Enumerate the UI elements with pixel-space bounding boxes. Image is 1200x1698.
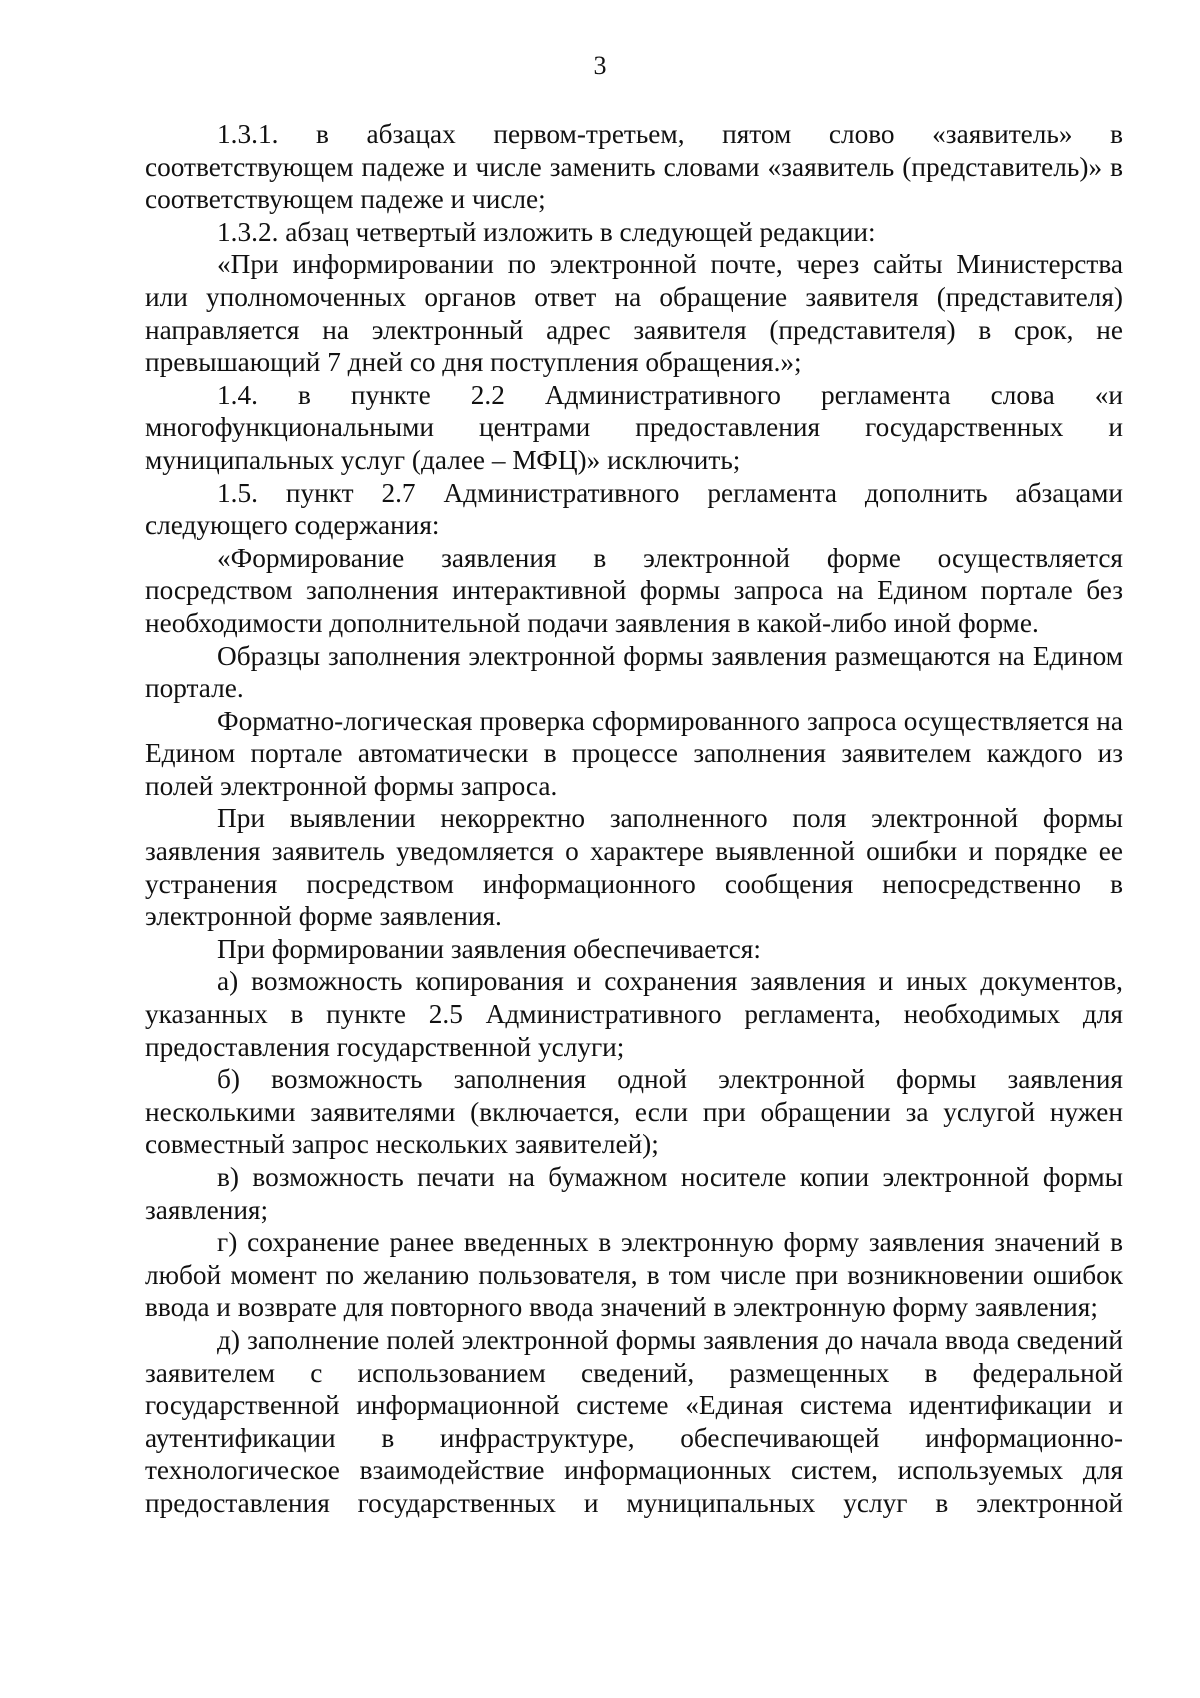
- list-item-v: в) возможность печати на бумажном носителе копии электронной формы заявления;: [145, 1162, 1123, 1225]
- document-body: [145, 118, 1123, 1520]
- list-item-b: б) возможность заполнения одной электронной формы заявления несколькими заявителями (включается, если при обращении за услугой нужен совместный запрос нескольких заявителей);: [145, 1064, 1123, 1160]
- paragraph-form-creation: «Формирование заявления в электронной форме осуществляется посредством заполнения интерактивной формы запроса на Едином портале без необходимости дополнительной подачи заявления в какой-либо иной форме.: [145, 542, 1123, 638]
- list-item-g: г) сохранение ранее введенных в электронную форму заявления значений в любой момент по желанию пользователя, в том числе при возникновении ошибок ввода и возврате для повторного ввода значений в электронную форму заявления;: [145, 1227, 1123, 1323]
- paragraph-error-notice: При выявлении некорректно заполненного поля электронной формы заявления заявитель уведомляется о характере выявленной ошибки и порядке ее устранения посредством информационного сообщения непосредственно в электронной форме заявления.: [145, 803, 1123, 932]
- paragraph-format-check: Форматно-логическая проверка сформированного запроса осуществляется на Едином портале автоматически в процессе заполнения заявителем каждого из полей электронной формы запроса.: [145, 705, 1123, 801]
- paragraph-1-3-2: 1.3.2. абзац четвертый изложить в следующей редакции:: [217, 216, 876, 247]
- paragraph-informing-email: «При информировании по электронной почте, через сайты Министерства или уполномоченных органов ответ на обращение заявителя (представителя) направляется на электронный адрес заявителя (представителя) в срок, не превышающий 7 дней со дня поступления обращения.»;: [145, 249, 1123, 378]
- list-item-d: д) заполнение полей электронной формы заявления до начала ввода сведений заявителем с использованием сведений, размещенных в федеральной государственной информационной системе «Единая система идентификации и аутентификации в инфраструктуре, обеспечивающей информационно-технологическое взаимодействие информационных систем, используемых для предоставления государственных и муниципальных услуг в электронной: [145, 1324, 1123, 1518]
- list-item-a: а) возможность копирования и сохранения заявления и иных документов, указанных в пункте 2.5 Административного регламента, необходимых для предоставления государственной услуги;: [145, 966, 1123, 1062]
- paragraph-1-5: 1.5. пункт 2.7 Административного регламента дополнить абзацами следующего содержания:: [145, 477, 1123, 541]
- paragraph-1-3-1: 1.3.1. в абзацах первом-третьем, пятом слово «заявитель» в соответствующем падеже и числе заменить словами «заявитель (представитель)» в соответствующем падеже и числе;: [145, 119, 1123, 215]
- paragraph-provides: При формировании заявления обеспечивается:: [217, 933, 761, 964]
- page-number: 3: [593, 51, 607, 80]
- paragraph-form-samples: Образцы заполнения электронной формы заявления размещаются на Едином портале.: [145, 640, 1123, 704]
- paragraph-1-4: 1.4. в пункте 2.2 Административного регламента слова «и многофункциональными центрами предоставления государственных и муниципальных услуг (далее – МФЦ)» исключить;: [145, 379, 1123, 475]
